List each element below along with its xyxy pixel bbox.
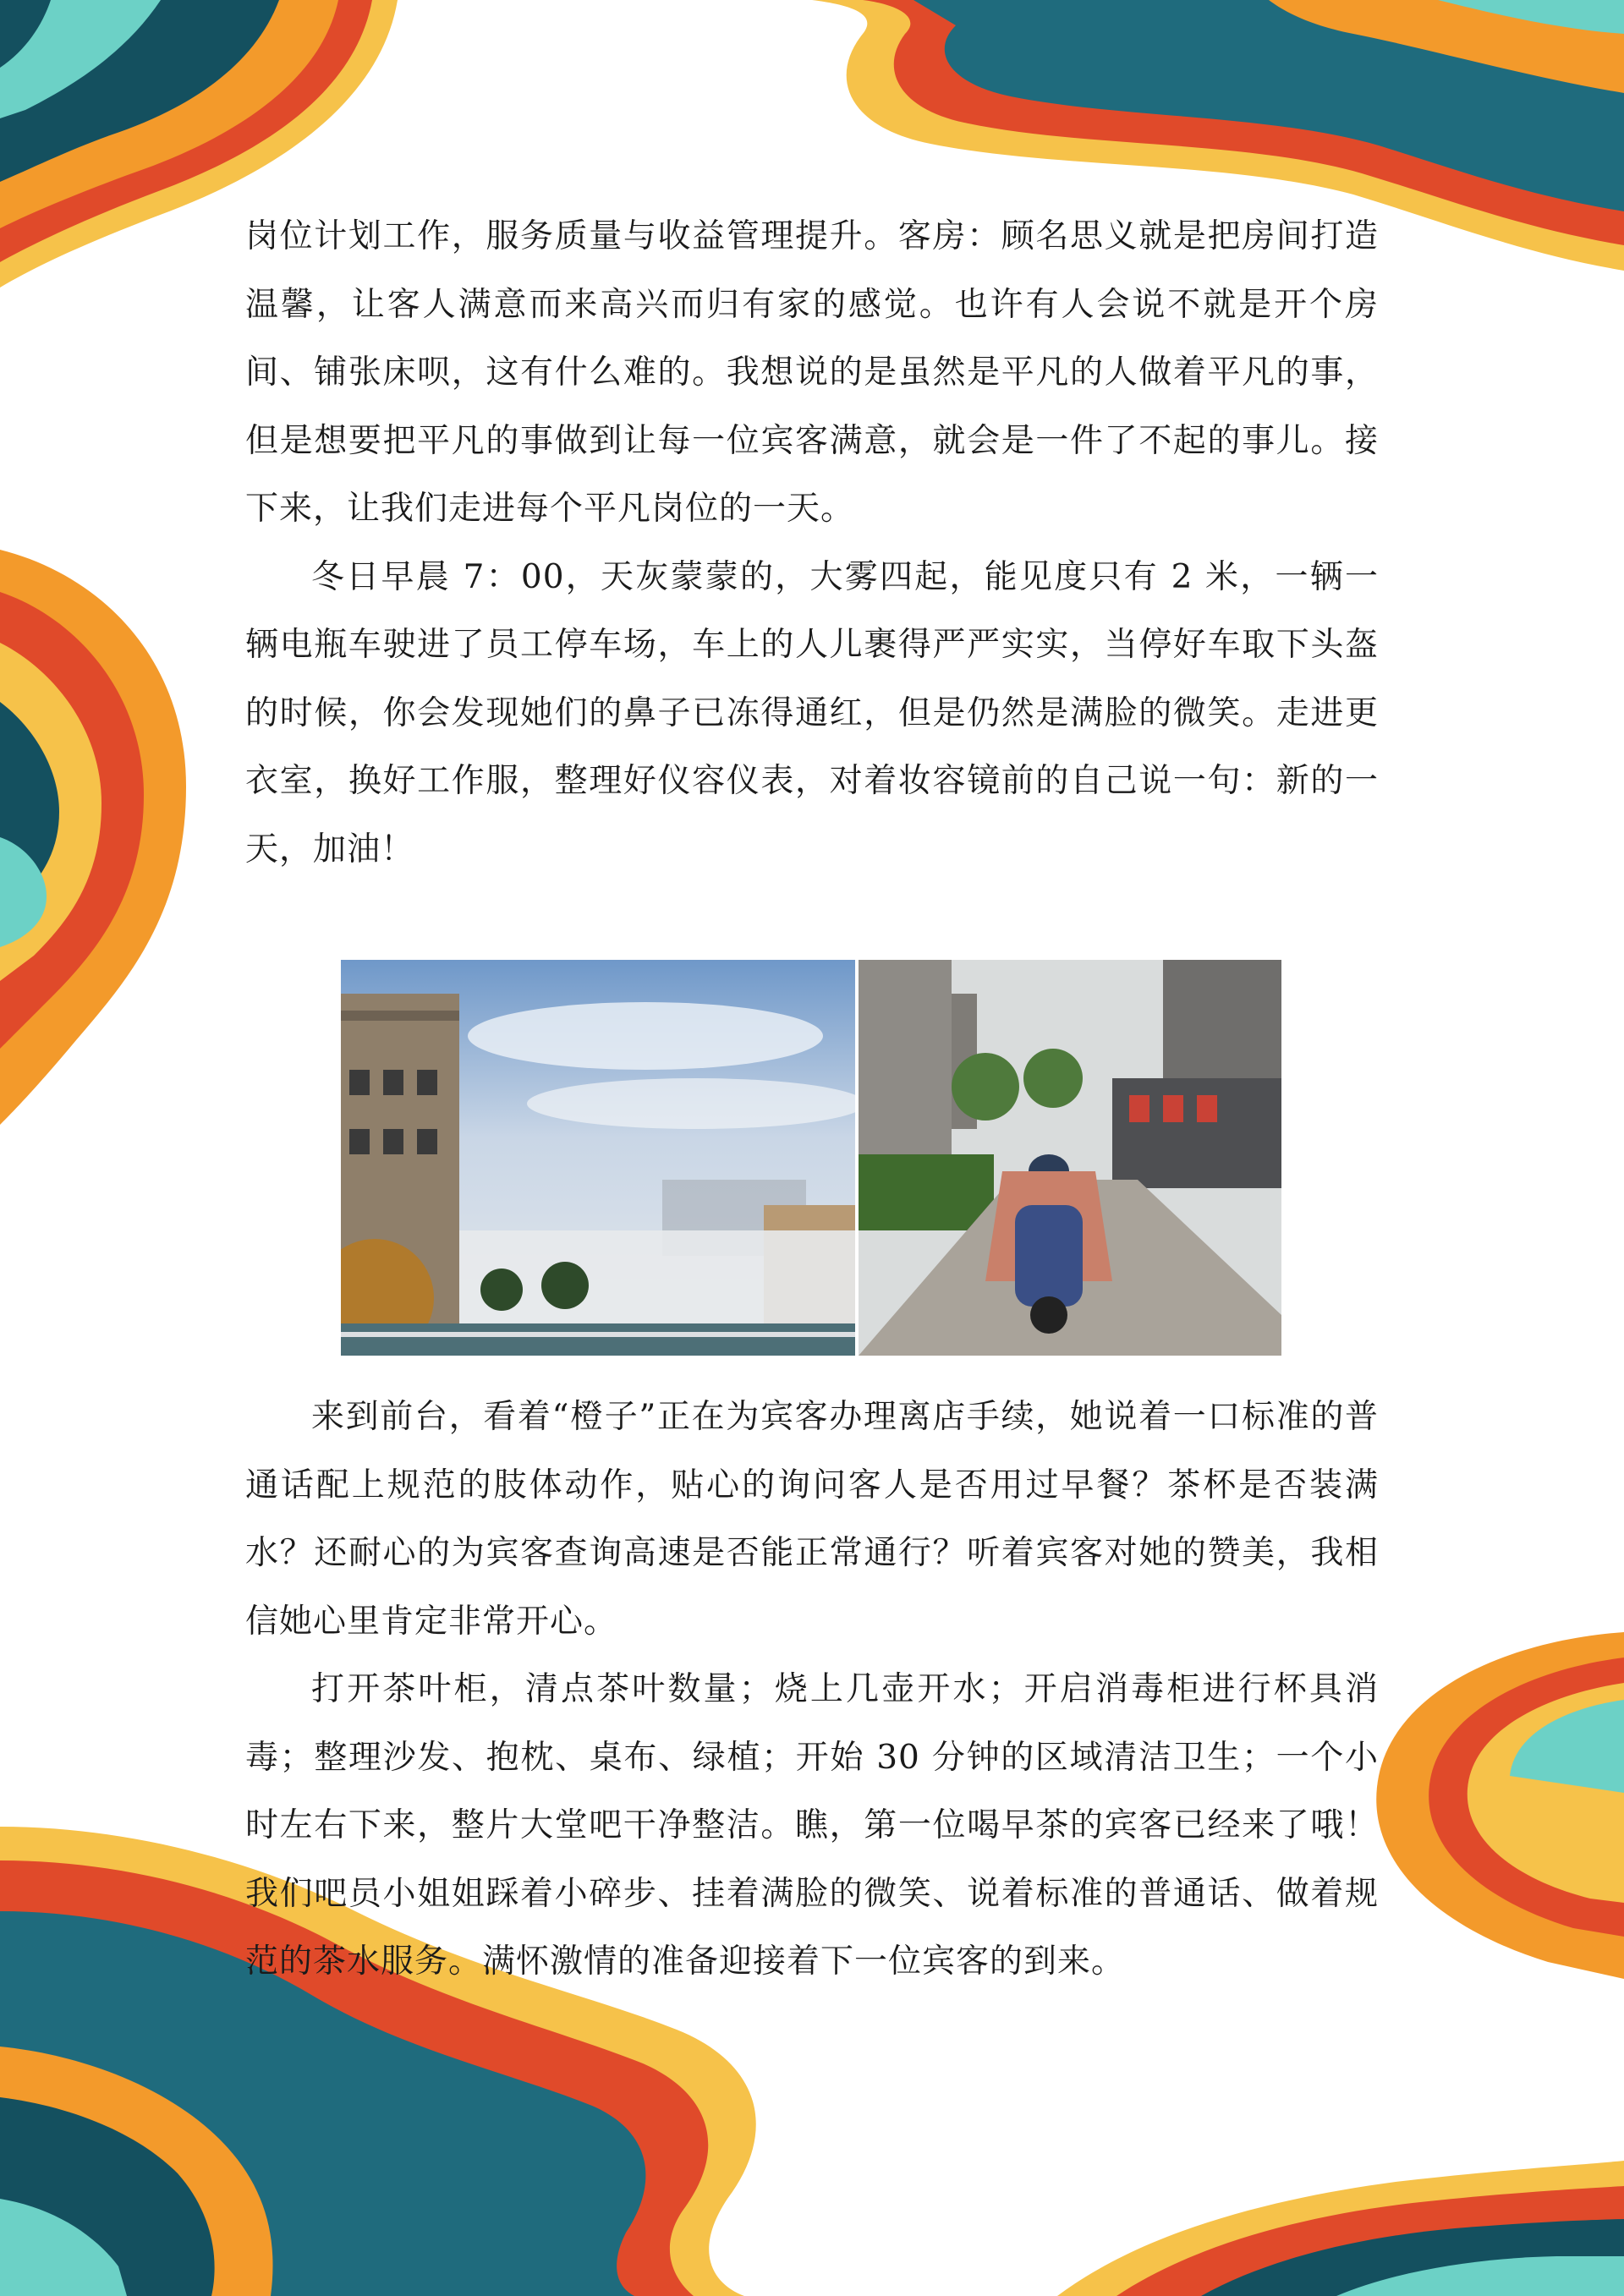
article-bottom xyxy=(245,1384,1379,1997)
paragraph: 岗位计划工作，服务质量与收益管理提升。客房：顾名思义就是把房间打造温馨，让客人满意而来高兴而归有家的感觉。也许有人会说不就是开个房间、铺张床呗，这有什么难的。我想说的是虽然是平凡的人做着平凡的事，但是想要把平凡的事做到让每一位宾客满意，就会是一件了不起的事儿。接下来，让我们走进每个平凡岗位的一天。 xyxy=(245,217,1379,528)
photo-row xyxy=(341,960,1281,1356)
article-top xyxy=(245,203,1379,884)
paragraph: 打开茶叶柜，清点茶叶数量；烧上几壶开水；开启消毒柜进行杯具消毒；整理沙发、抱枕、桌布、绿植；开始 30 分钟的区域清洁卫生；一个小时左右下来，整片大堂吧干净整洁。瞧，第一位喝早茶的宾客已经来了哦！我们吧员小姐姐踩着小碎步、挂着满脸的微笑、说着标准的普通话、做着规范的茶水服务。满怀激情的准备迎接着下一位宾客的到来。 xyxy=(245,1670,1379,1981)
scooter-arrival-photo xyxy=(859,960,1281,1356)
paragraph: 来到前台，看着“橙子”正在为宾客办理离店手续，她说着一口标准的普通话配上规范的肢体动作，贴心的询问客人是否用过早餐？茶杯是否装满水？还耐心的为宾客查询高速是否能正常通行？听着宾客对她的赞美，我相信她心里肯定非常开心。 xyxy=(245,1398,1379,1641)
paragraph: 冬日早晨 7：00，天灰蒙蒙的，大雾四起，能见度只有 2 米，一辆一辆电瓶车驶进了员工停车场，车上的人儿裹得严严实实，当停好车取下头盔的时候，你会发现她们的鼻子已冻得通红，但是仍然是满脸的微笑。走进更衣室，换好工作服，整理好仪容仪表，对着妆容镜前的自己说一句：新的一天，加油！ xyxy=(245,557,1379,869)
foggy-morning-photo xyxy=(341,960,855,1356)
